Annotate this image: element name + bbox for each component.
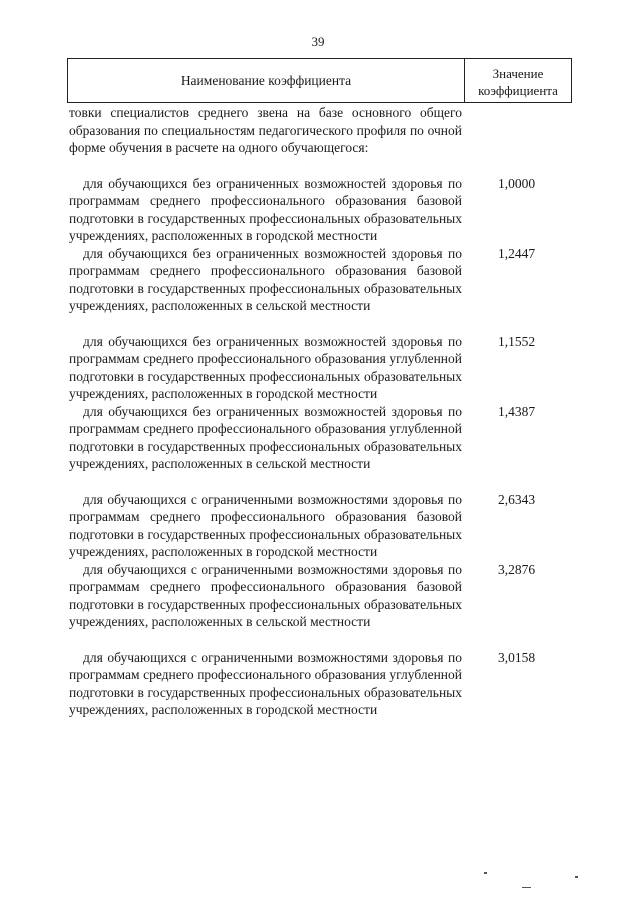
entry-value: 1,0000 [498, 175, 536, 191]
entry-text: для обучающихся без ограниченных возможностей здоровья по программам среднего профессионального образования углубленной подготовки в государственных профессиональных образовательных учреждениях, расположенных в сельской местности [69, 403, 462, 471]
header-value-line1: Значение [492, 65, 544, 81]
entry-value: 3,0158 [498, 649, 536, 665]
entry-text: для обучающихся с ограниченными возможностями здоровья по программам среднего профессионального образования базовой подготовки в государственных профессиональных образовательных учреждениях, расположенных в сельской местности [69, 561, 462, 629]
scan-artifacts [478, 868, 588, 898]
document-body [69, 104, 536, 719]
coefficient-entry [69, 649, 536, 719]
entry-text: для обучающихся без ограниченных возможностей здоровья по программам среднего профессионального образования углубленной подготовки в государственных профессиональных образовательных учреждениях, расположенных в городской местности [69, 333, 462, 401]
entry-value: 1,1552 [498, 333, 536, 349]
coefficient-entry [69, 561, 536, 631]
entry-text: для обучающихся с ограниченными возможностями здоровья по программам среднего профессионального образования базовой подготовки в государственных профессиональных образовательных учреждениях, расположенных в городской местности [69, 491, 462, 559]
header-value-column [465, 59, 571, 102]
coefficient-entry [69, 333, 536, 403]
header-value-line2: коэффициента [478, 82, 558, 98]
entry-value: 3,2876 [498, 561, 536, 577]
coefficient-entry [69, 245, 536, 315]
entry-text: для обучающихся с ограниченными возможностями здоровья по программам среднего профессионального образования углубленной подготовки в государственных профессиональных образовательных учреждениях, расположенных в городской местности [69, 649, 462, 717]
entry-value: 2,6343 [498, 491, 536, 507]
entry-text: для обучающихся без ограниченных возможностей здоровья по программам среднего профессионального образования базовой подготовки в государственных профессиональных образовательных учреждениях, расположенных в сельской местности [69, 245, 462, 313]
page-number: 39 [311, 34, 325, 49]
entry-value: 1,4387 [498, 403, 536, 419]
intro-paragraph: товки специалистов среднего звена на базе основного общего образования по специальностям педагогического профиля по очной форме обучения в расчете на одного обучающегося: [69, 105, 462, 155]
coefficient-entry [69, 491, 536, 561]
table-header [67, 58, 572, 103]
coefficient-entry [69, 403, 536, 473]
entry-text: для обучающихся без ограниченных возможностей здоровья по программам среднего профессионального образования базовой подготовки в государственных профессиональных образовательных учреждениях, расположенных в городской местности [69, 175, 462, 243]
entry-value: 1,2447 [498, 245, 536, 261]
header-name-column: Наименование коэффициента [68, 59, 465, 102]
coefficient-entry [69, 175, 536, 245]
